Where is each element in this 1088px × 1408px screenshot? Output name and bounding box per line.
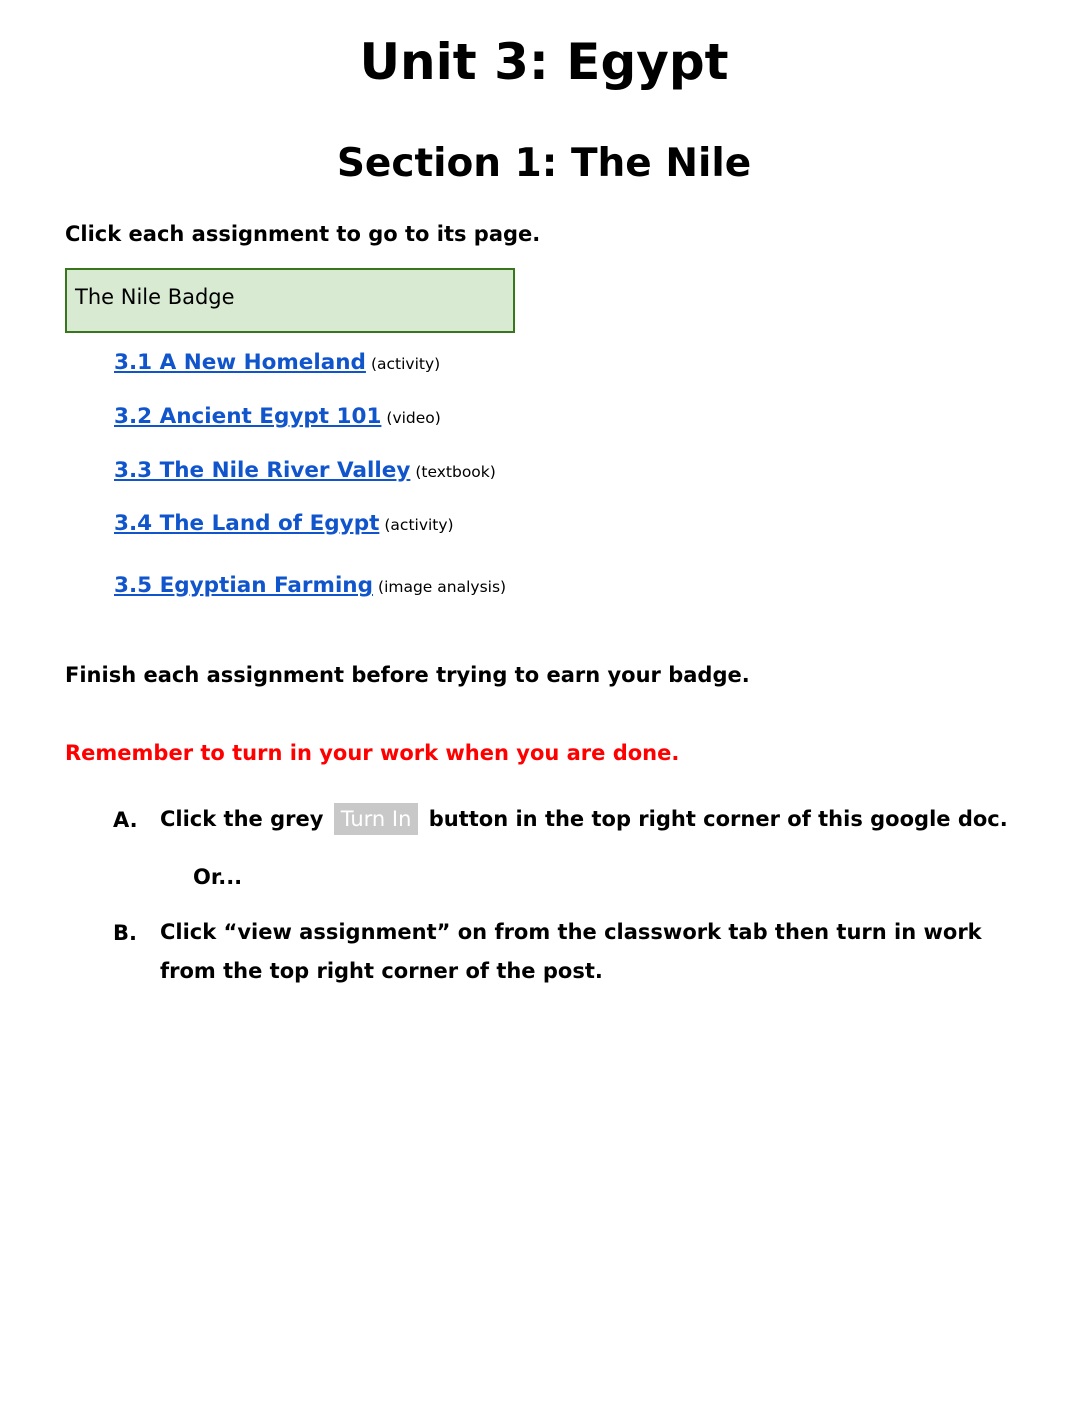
turn-in-button[interactable]: Turn In bbox=[334, 803, 419, 835]
assignment-item-3-3 bbox=[114, 456, 496, 487]
assignment-type-3-5: (image analysis) bbox=[378, 578, 507, 596]
step-b-text: Click “view assignment” on from the classwork tab then turn in work from the top right corner of the post. bbox=[160, 920, 982, 983]
assignment-type-3-2: (video) bbox=[386, 409, 441, 427]
page-title: Unit 3: Egypt bbox=[359, 33, 729, 91]
assignment-link-3-1[interactable]: 3.1 A New Homeland bbox=[114, 350, 366, 375]
assignment-link-3-4[interactable]: 3.4 The Land of Egypt bbox=[114, 511, 380, 536]
badge-label: The Nile Badge bbox=[75, 285, 235, 309]
finish-instruction: Finish each assignment before trying to earn your badge. bbox=[65, 663, 750, 687]
assignment-type-3-3: (textbook) bbox=[415, 463, 496, 481]
assignment-item-3-4 bbox=[114, 509, 454, 540]
intro-text: Click each assignment to go to its page. bbox=[65, 222, 541, 246]
assignment-type-3-4: (activity) bbox=[384, 516, 454, 534]
step-b-letter: B. bbox=[113, 921, 137, 945]
step-a-letter: A. bbox=[113, 808, 138, 832]
or-text: Or... bbox=[193, 865, 243, 889]
assignment-item-3-2 bbox=[114, 402, 441, 433]
step-a-text bbox=[160, 800, 1008, 839]
turn-in-reminder: Remember to turn in your work when you are done. bbox=[65, 741, 680, 765]
step-a-before: Click the grey bbox=[160, 807, 324, 831]
section-title: Section 1: The Nile bbox=[336, 141, 752, 186]
badge-box bbox=[65, 268, 515, 333]
step-a-after: button in the top right corner of this google doc. bbox=[428, 807, 1008, 831]
assignment-item-3-1 bbox=[114, 348, 440, 379]
assignment-link-3-2[interactable]: 3.2 Ancient Egypt 101 bbox=[114, 404, 382, 429]
assignment-type-3-1: (activity) bbox=[370, 355, 441, 373]
assignment-link-3-3[interactable]: 3.3 The Nile River Valley bbox=[114, 458, 411, 483]
assignment-link-3-5[interactable]: 3.5 Egyptian Farming bbox=[114, 573, 374, 598]
assignment-item-3-5 bbox=[114, 571, 506, 602]
